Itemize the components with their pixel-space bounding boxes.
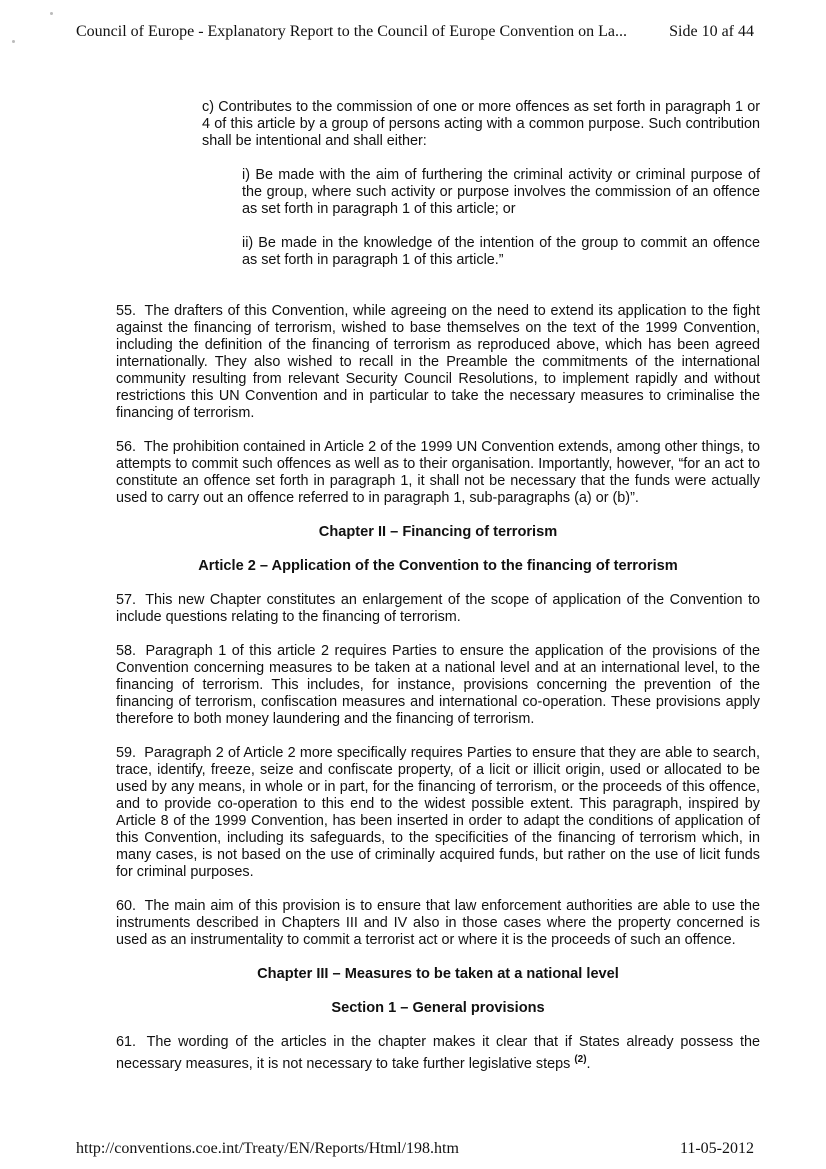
list-item-c-ii: ii) Be made in the knowledge of the intention of the group to commit an offence as set forth in paragraph 1 of this article.”: [242, 235, 760, 268]
footnote-ref[interactable]: (2): [574, 1054, 587, 1065]
paragraph-text: The wording of the articles in the chapter makes it clear that if States already possess the necessary measures, it is not necessary to take further legislative steps: [116, 1034, 761, 1072]
paragraph-text: The main aim of this provision is to ensure that law enforcement authorities are able to use the instruments described in Chapters III and IV also in those cases where the property concerned is used as an instrumentality to commit a terrorist act or where it is the proceeds of such an offence.: [116, 898, 760, 948]
paragraph-number: 61.: [116, 1034, 137, 1050]
paragraph-number: 59.: [116, 745, 137, 761]
page-footer: [76, 1140, 754, 1158]
paragraph-text: The prohibition contained in Article 2 of the 1999 UN Convention extends, among other things, to attempts to commit such offences as well as to their organisation. Importantly, however, “for an act to constitute an offence set forth in paragraph 1, it shall not be necessary that the funds were actually used to carry out an offence referred to in paragraph 1, sub-paragraphs (a) or (b)”.: [116, 439, 760, 506]
paragraph-text: Paragraph 1 of this article 2 requires Parties to ensure the application of the provisions of the Convention concerning measures to be taken at a national level and at an international level, to the financing of terrorism. This includes, for instance, provisions concerning the prevention of the financing of terrorism, confiscation measures and international co-operation. These provisions apply therefore to both money laundering and the financing of terrorism.: [116, 643, 761, 727]
paragraph-55: [116, 303, 760, 422]
paragraph-text: This new Chapter constitutes an enlargement of the scope of application of the Convention to include questions relating to the financing of terrorism.: [116, 592, 760, 625]
paragraph-57: [116, 592, 760, 626]
page-header: [76, 23, 754, 41]
chapter-heading: Chapter II – Financing of terrorism: [318, 524, 558, 540]
source-url[interactable]: http://conventions.coe.int/Treaty/EN/Reports/Html/198.htm: [76, 1140, 459, 1157]
paragraph-number: 57.: [116, 592, 137, 608]
paragraph-number: 58.: [116, 643, 137, 659]
print-date: 11-05-2012: [679, 1140, 754, 1157]
paragraph-number: 60.: [116, 898, 137, 914]
paragraph-61: [116, 1034, 760, 1073]
section-heading: Section 1 – General provisions: [331, 1000, 545, 1016]
paragraph-end: .: [586, 1055, 591, 1072]
scan-speck: [12, 40, 15, 43]
document-title: Council of Europe - Explanatory Report to the Council of Europe Convention on La...: [76, 23, 627, 40]
paragraph-text: The drafters of this Convention, while agreeing on the need to extend its application to the fight against the financing of terrorism, wished to base themselves on the text of the 1999 Convention, including the definition of the financing of terrorism as reproduced above, which has been agreed internationally. They also wished to recall in the Preamble the commitments of the international community resulting from relevant Security Council Resolutions, to implement rapidly and without restrictions this UN Convention and in particular to take the necessary measures to criminalise the financing of terrorism.: [116, 303, 760, 421]
article-heading: Article 2 – Application of the Convention to the financing of terrorism: [198, 558, 678, 574]
paragraph-number: 56.: [116, 439, 137, 455]
scan-speck: [50, 12, 53, 15]
paragraph-59: [116, 745, 760, 881]
document-body: [116, 99, 760, 1073]
paragraph-text: Paragraph 2 of Article 2 more specifically requires Parties to ensure that they are able to search, trace, identify, freeze, seize and confiscate property, of a licit or illicit origin, used or allocated to be used by any means, in whole or in part, for the financing of terrorism, or the proceeds of this offence, and to provide co-operation to this end to the widest possible extent. This paragraph, inspired by Article 8 of the 1999 Convention, has been inserted in order to adapt the conditions of application of this Convention, including its safeguards, to the specificities of the financing of terrorism which, in many cases, is not based on the use of criminally acquired funds, but rather on the use of licit funds for criminal purposes.: [116, 745, 761, 880]
paragraph-60: [116, 898, 760, 949]
chapter-heading: Chapter III – Measures to be taken at a national level: [257, 966, 619, 982]
paragraph-58: [116, 643, 760, 728]
paragraph-56: [116, 439, 760, 507]
paragraph-number: 55.: [116, 303, 137, 319]
list-item-c-i: i) Be made with the aim of furthering the criminal activity or criminal purpose of the group, where such activity or purpose involves the commission of an offence as set forth in paragraph 1 of this article; or: [242, 167, 760, 217]
page-number: Side 10 af 44: [669, 23, 754, 40]
list-item-c: c) Contributes to the commission of one or more offences as set forth in paragraph 1 or 4 of this article by a group of persons acting with a common purpose. Such contribution shall be intentional and shall either:: [202, 99, 760, 149]
